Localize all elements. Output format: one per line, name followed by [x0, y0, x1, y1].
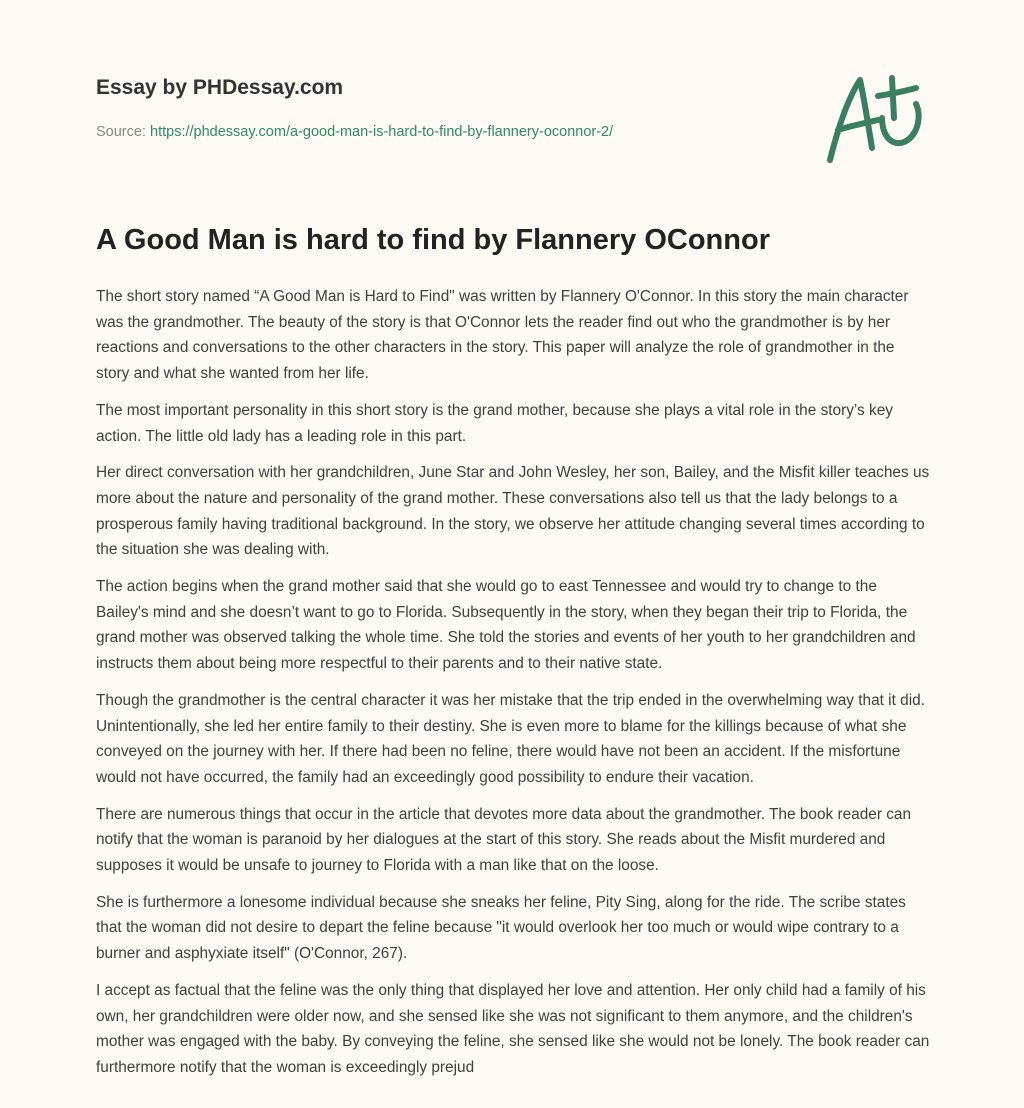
- essay-body: [96, 284, 930, 1092]
- source-line: [96, 124, 613, 140]
- paragraph: I accept as factual that the feline was the only thing that displayed her love and attention. Her only child had a family of his own, her grandchildren were older now, and she sensed like she was not significant to them anymore, and the children's mother was engaged with the baby. By conveying the feline, she sensed like she would not be lonely. The book reader can furthermore notify that the woman is exceedingly prejud: [96, 981, 930, 1076]
- page-header: [96, 76, 613, 140]
- paragraph: There are numerous things that occur in the article that devotes more data about the grandmother. The book reader can notify that the woman is paranoid by her dialogues at the start of this story. She reads about the Misfit murdered and supposes it would be unsafe to journey to Florida with a man like that on the loose.: [96, 805, 912, 875]
- brand-heading: Essay by PHDessay.com: [96, 76, 344, 99]
- a-plus-logo-icon: [820, 68, 930, 168]
- paragraph: The short story named “A Good Man is Hard to Find" was written by Flannery O'Connor. In this story the main character was the grandmother. The beauty of the story is that O'Connor lets the reader find out who the grandmother is by her reactions and conversations to the other characters in the story. This paper will analyze the role of grandmother in the story and what she wanted from her life.: [96, 288, 909, 383]
- paragraph: Though the grandmother is the central character it was her mistake that the trip ended in the overwhelming way that it did. Unintentionally, she led her entire family to their destiny. She is even more to blame for the killings because of what she conveyed on the journey with her. If there had been no feline, there would have not been an accident. If the misfortune would not have occurred, the family had an exceedingly good possibility to endure their vacation.: [96, 691, 925, 786]
- source-link[interactable]: https://phdessay.com/a-good-man-is-hard-to-find-by-flannery-oconnor-2/: [150, 124, 614, 140]
- paragraph: Her direct conversation with her grandchildren, June Star and John Wesley, her son, Bailey, and the Misfit killer teaches us more about the nature and personality of the grand mother. These conversations also tell us that the lady belongs to a prosperous family having traditional background. In the story, we observe her attitude changing several times according to the situation she was dealing with.: [96, 464, 930, 559]
- paragraph: She is furthermore a lonesome individual because she sneaks her feline, Pity Sing, along for the ride. The scribe states that the woman did not desire to depart the feline because "it would overlook her too much or would wipe contrary to a burner and asphyxiate itself" (O'Connor, 267).: [96, 893, 906, 963]
- essay-title: A Good Man is hard to find by Flannery OConnor: [96, 224, 770, 256]
- paragraph: The most important personality in this short story is the grand mother, because she plays a vital role in the story’s key action. The little old lady has a leading role in this part.: [96, 401, 893, 445]
- paragraph: The action begins when the grand mother said that she would go to east Tennessee and would try to change to the Bailey's mind and she doesn’t want to go to Florida. Subsequently in the story, when they began their trip to Florida, the grand mother was observed talking the whole time. She told the stories and events of her youth to her grandchildren and instructs them about being more respectful to their parents and to their native state.: [96, 578, 916, 673]
- source-label: Source:: [96, 124, 146, 140]
